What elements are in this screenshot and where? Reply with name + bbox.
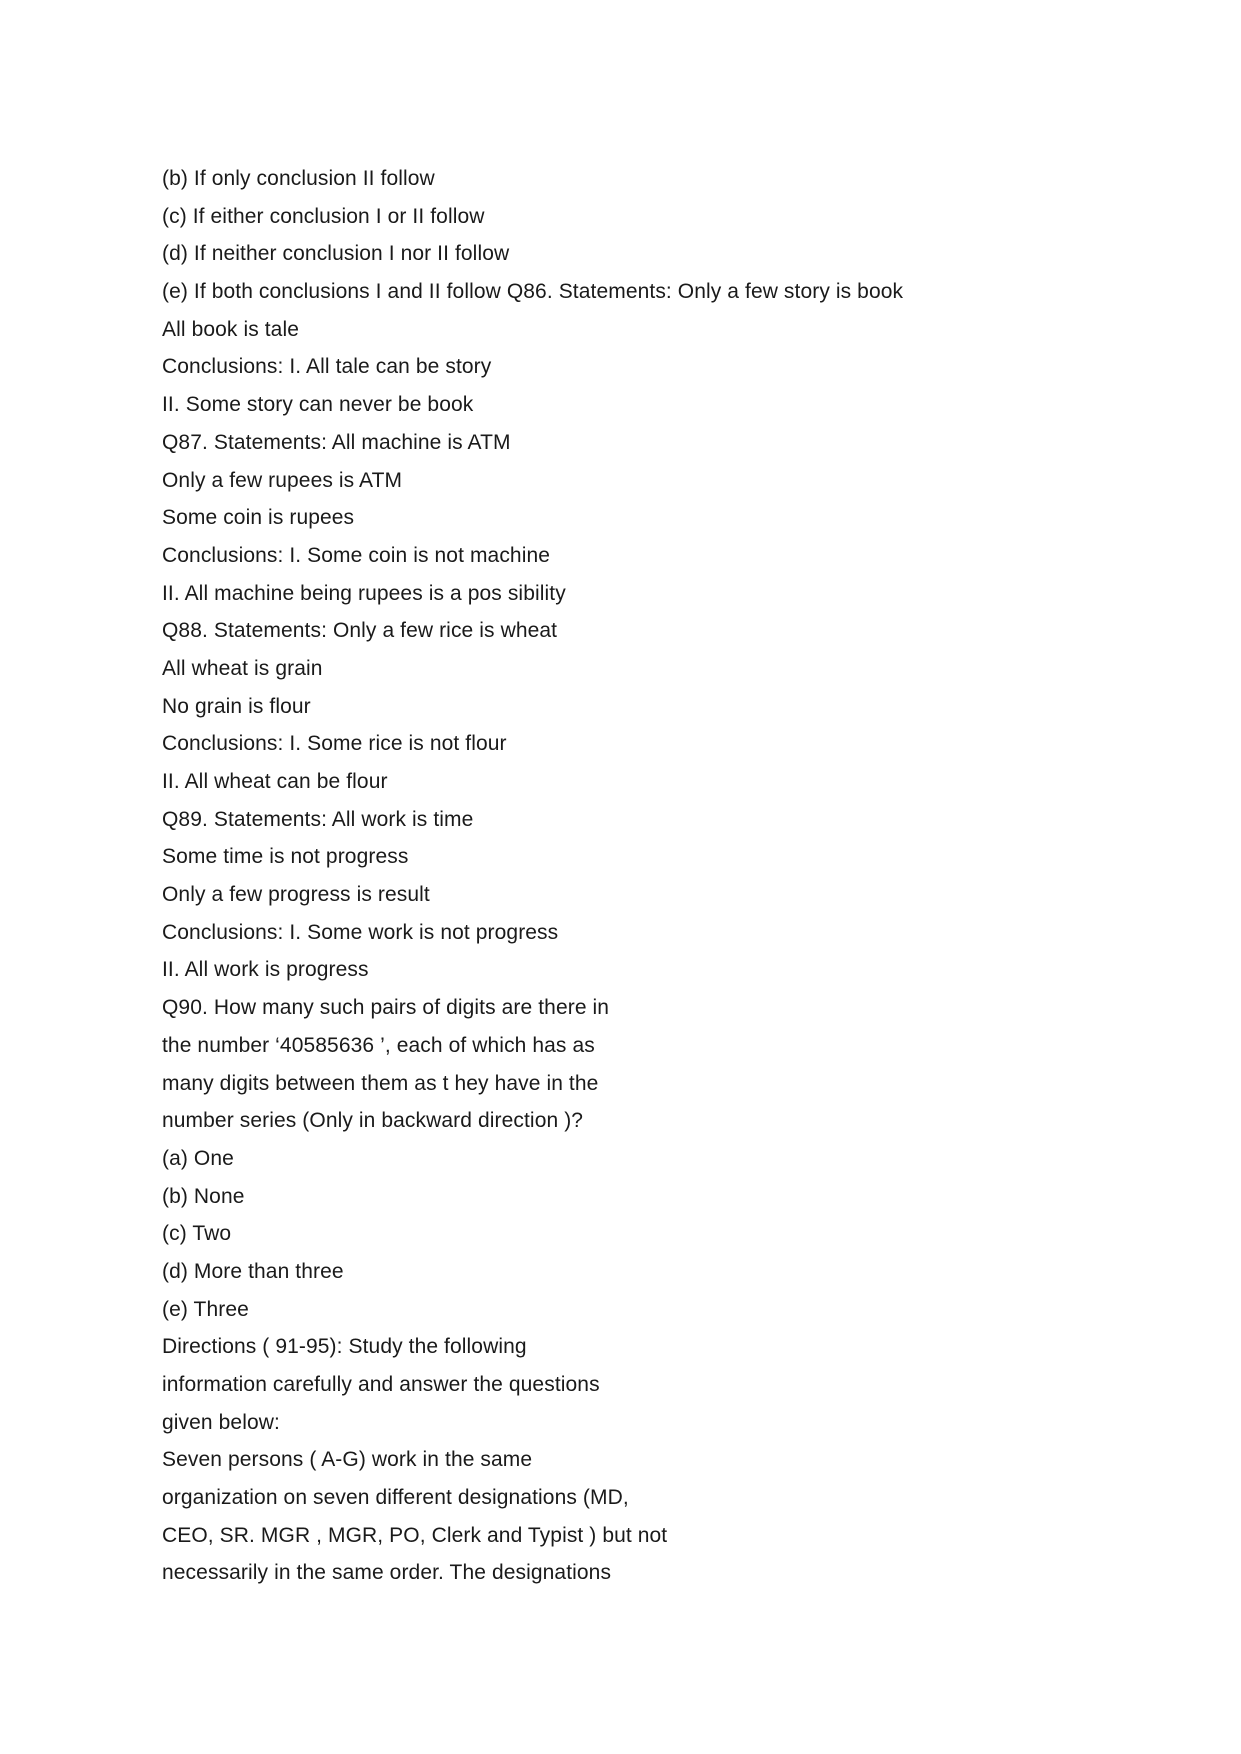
text-line: All book is tale — [162, 317, 300, 341]
document-body — [162, 160, 1162, 1592]
text-line: Conclusions: I. All tale can be story — [162, 355, 492, 379]
text-line: II. All work is progress — [162, 958, 369, 982]
text-line: (e) Three — [162, 1297, 249, 1321]
text-line: Only a few progress is result — [162, 883, 430, 907]
text-line: (d) More than three — [162, 1259, 344, 1283]
text-line: number series (Only in backward direction )? — [162, 1109, 584, 1133]
text-line: Q87. Statements: All machine is ATM — [162, 430, 511, 454]
text-line: Q88. Statements: Only a few rice is wheat — [162, 619, 558, 643]
text-line: Q90. How many such pairs of digits are there in — [162, 996, 610, 1020]
text-line: Some coin is rupees — [162, 506, 355, 530]
text-line: organization on seven different designations (MD, — [162, 1486, 629, 1510]
text-line: information carefully and answer the questions — [162, 1373, 600, 1396]
text-line: CEO, SR. MGR , MGR, PO, Clerk and Typist ) but not — [162, 1523, 668, 1547]
text-line: All wheat is grain — [162, 656, 323, 680]
text-line: many digits between them as t hey have in the — [162, 1071, 599, 1095]
text-line: (b) None — [162, 1184, 245, 1208]
text-line: Directions ( 91-95): Study the following — [162, 1335, 527, 1359]
text-line: Conclusions: I. Some work is not progress — [162, 920, 559, 944]
text-line: Seven persons ( A-G) work in the same — [162, 1448, 533, 1472]
text-line: No grain is flour — [162, 694, 311, 718]
text-line: II. All machine being rupees is a pos sibility — [162, 581, 566, 605]
text-line: II. All wheat can be flour — [162, 770, 388, 793]
text-line: (b) If only conclusion II follow — [162, 167, 435, 190]
text-line: necessarily in the same order. The designations — [162, 1561, 612, 1585]
text-line: the number ‘40585636 ’, each of which has as — [162, 1033, 595, 1057]
text-line: (d) If neither conclusion I nor II follow — [162, 242, 510, 266]
text-line: (c) Two — [162, 1222, 232, 1246]
text-line: (a) One — [162, 1146, 234, 1170]
text-line: Q89. Statements: All work is time — [162, 807, 474, 831]
text-line: (c) If either conclusion I or II follow — [162, 204, 485, 228]
text-line: Conclusions: I. Some rice is not flour — [162, 732, 507, 756]
text-line: Only a few rupees is ATM — [162, 468, 403, 492]
text-line: II. Some story can never be book — [162, 393, 474, 417]
text-line: (e) If both conclusions I and II follow Q86. Statements: Only a few story is book — [162, 280, 904, 304]
text-line: Conclusions: I. Some coin is not machine — [162, 543, 551, 567]
text-line: given below: — [162, 1410, 280, 1434]
text-line: Some time is not progress — [162, 845, 409, 869]
